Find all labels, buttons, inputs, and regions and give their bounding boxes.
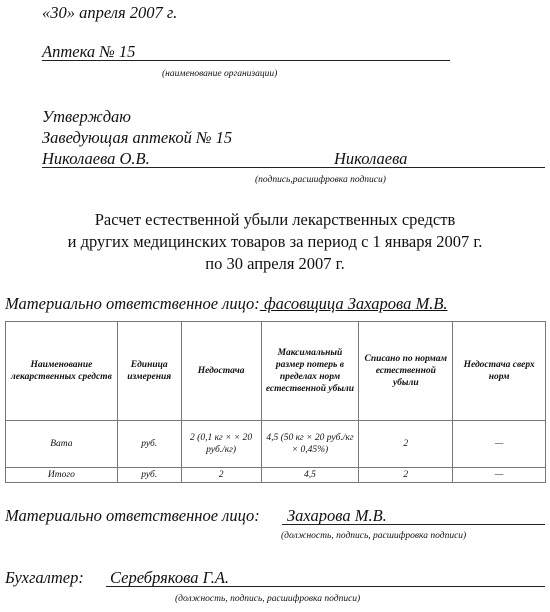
cell-max-loss: 4,5 (261, 468, 359, 483)
approver-signature: Николаева (334, 149, 408, 168)
responsible-sign-label: Материально ответственное лицо: (5, 506, 260, 525)
cell-excess-shortage: — (453, 421, 546, 468)
cell-shortage: 2 (0,1 кг × × 20 руб./кг) (181, 421, 261, 468)
col-header-excess-shortage: Недостача сверх норм (453, 322, 546, 421)
table-header-row (6, 322, 546, 421)
organization-caption: (наименование организации) (162, 69, 278, 79)
responsible-sign-value: Захарова М.В. (287, 506, 387, 525)
document-date: «30» апреля 2007 г. (42, 3, 178, 22)
cell-written-off: 2 (359, 468, 453, 483)
organization-name: Аптека № 15 (42, 42, 136, 61)
approver-underline (42, 167, 545, 168)
responsible-sign-underline (282, 524, 545, 525)
cell-name: Итого (6, 468, 118, 483)
cell-max-loss: 4,5 (50 кг × 20 руб./кг × 0,45%) (261, 421, 359, 468)
cell-written-off: 2 (359, 421, 453, 468)
approver-caption: (подпись,расшифровка подписи) (255, 175, 386, 185)
organization-underline (42, 60, 450, 61)
col-header-name: Наименование лекарственных средств (6, 322, 118, 421)
accountant-underline (106, 586, 545, 587)
approver-name: Николаева О.В. (42, 149, 150, 168)
approve-label: Утверждаю (42, 107, 131, 126)
col-header-max-loss: Максимальный размер потерь в пределах норм естественной убыли (261, 322, 359, 421)
natural-loss-table (5, 321, 546, 483)
col-header-shortage: Недостача (181, 322, 261, 421)
accountant-value: Серебрякова Г.А. (110, 568, 230, 587)
cell-shortage: 2 (181, 468, 261, 483)
cell-unit: руб. (117, 421, 181, 468)
accountant-label: Бухгалтер: (5, 568, 84, 587)
cell-name: Вата (6, 421, 118, 468)
accountant-caption: (должность, подпись, расшифровка подписи) (175, 594, 361, 604)
col-header-unit: Единица измерения (117, 322, 181, 421)
approver-position: Заведующая аптекой № 15 (42, 128, 233, 147)
document-title-line-2: и других медицинских товаров за период с 1 января 2007 г. (67, 232, 483, 251)
cell-unit: руб. (117, 468, 181, 483)
responsible-sign-caption: (должность, подпись, расшифровка подписи) (281, 531, 467, 541)
document-title-line-3: по 30 апреля 2007 г. (205, 254, 345, 273)
cell-excess-shortage: — (453, 468, 546, 483)
responsible-person-value: фасовщица Захарова М.В. (259, 294, 448, 313)
table-total-row (6, 468, 546, 483)
responsible-person-line (5, 294, 448, 314)
table-row (6, 421, 546, 468)
document-title-line-1: Расчет естественной убыли лекарственных средств (94, 210, 456, 229)
responsible-person-label: Материально ответственное лицо: (5, 294, 260, 313)
col-header-written-off: Списано по нормам естественной убыли (359, 322, 453, 421)
